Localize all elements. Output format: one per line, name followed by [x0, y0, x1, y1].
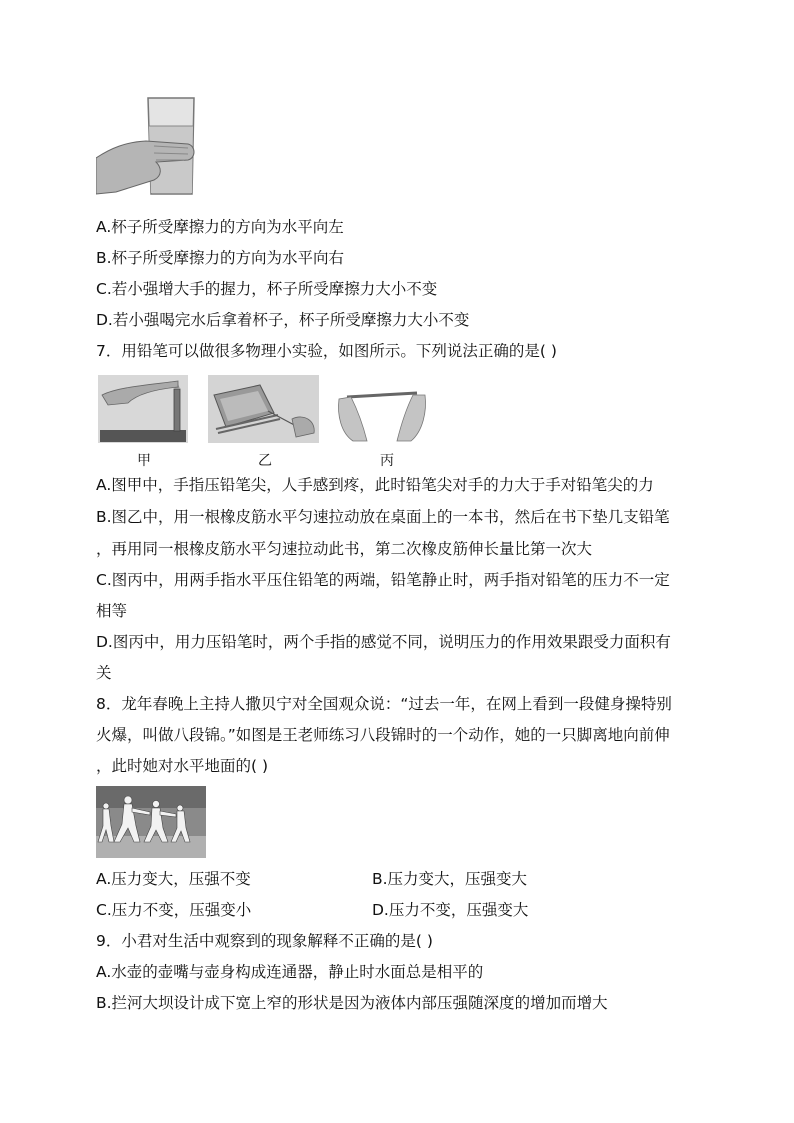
q8-option-a: A.压力变大，压强不变 [96, 870, 251, 888]
caption-bing: 丙 [380, 453, 394, 469]
q7-option-c: C.图丙中，用两手指水平压住铅笔的两端，铅笔静止时，两手指对铅笔的压力不一定 [96, 571, 670, 589]
glass-hand-figure [96, 96, 200, 196]
q8-stem-line-1: 8．龙年春晚上主持人撒贝宁对全国观众说：“过去一年，在网上看到一段健身操特别 [96, 695, 672, 713]
baduanjin-exercise-figure [96, 786, 206, 858]
q8-option-c: C.压力不变，压强变小 [96, 901, 252, 919]
caption-yi: 乙 [258, 453, 272, 469]
q8-option-b: B.压力变大，压强变大 [372, 870, 528, 888]
q8-option-d: D.压力不变，压强变大 [372, 901, 529, 919]
q7-stem: 7．用铅笔可以做很多物理小实验，如图所示。下列说法正确的是( ) [96, 342, 557, 360]
q7-option-a: A.图甲中，手指压铅笔尖，人手感到疼，此时铅笔尖对手的力大于手对铅笔尖的力 [96, 476, 654, 494]
q8-stem-line-2: 火爆，叫做八段锦。”如图是王老师练习八段锦时的一个动作，她的一只脚离地向前伸 [96, 726, 670, 744]
q7-option-c-cont: 相等 [96, 602, 128, 620]
book-pencils-figure [208, 375, 319, 443]
pencil-two-fingers-figure [333, 375, 431, 443]
q9-option-b: B.拦河大坝设计成下宽上窄的形状是因为液体内部压强随深度的增加而增大 [96, 994, 608, 1012]
q8-stem-line-3: ，此时她对水平地面的( ) [96, 757, 269, 775]
q6-option-d: D.若小强喝完水后拿着杯子，杯子所受摩擦力大小不变 [96, 311, 470, 329]
q7-option-d-cont: 关 [96, 664, 112, 682]
q6-option-c: C.若小强增大手的握力，杯子所受摩擦力大小不变 [96, 280, 438, 298]
caption-jia: 甲 [137, 453, 151, 469]
q7-option-b-cont: ，再用同一根橡皮筋水平匀速拉动此书，第二次橡皮筋伸长量比第一次大 [96, 540, 593, 558]
pencil-finger-figure [98, 375, 188, 443]
q9-option-a: A.水壶的壶嘴与壶身构成连通器，静止时水面总是相平的 [96, 963, 484, 981]
q7-option-b: B.图乙中，用一根橡皮筋水平匀速拉动放在桌面上的一本书，然后在书下垫几支铅笔 [96, 508, 670, 526]
q6-option-b: B.杯子所受摩擦力的方向为水平向右 [96, 249, 345, 267]
q6-option-a: A.杯子所受摩擦力的方向为水平向左 [96, 218, 344, 236]
q9-stem: 9．小君对生活中观察到的现象解释不正确的是( ) [96, 932, 433, 950]
q7-option-d: D.图丙中，用力压铅笔时，两个手指的感觉不同，说明压力的作用效果跟受力面积有 [96, 633, 671, 651]
